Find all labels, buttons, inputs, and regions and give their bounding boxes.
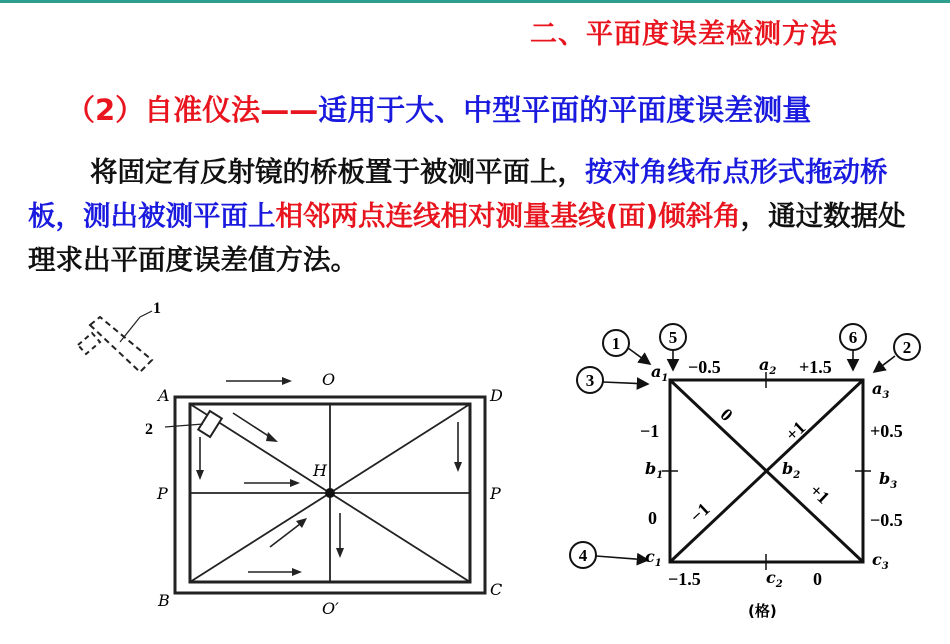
- point-c3: $c_3$: [872, 550, 889, 572]
- circle-label-3: 3: [585, 371, 595, 390]
- unit-label: (格): [748, 602, 777, 620]
- corner-b-label: B: [158, 591, 170, 610]
- point-a2: $a_2$: [759, 355, 777, 377]
- reading-diag-b2a3: +1: [781, 417, 810, 445]
- point-b1: $b_1$: [645, 459, 664, 481]
- top-accent-line: [0, 0, 950, 3]
- corner-c-label: C: [490, 580, 503, 599]
- circle-label-1: 1: [611, 334, 621, 353]
- circle-label-4: 4: [578, 546, 588, 565]
- mid-bottom-label: O′: [322, 599, 339, 618]
- reading-top-right: +1.5: [799, 357, 832, 377]
- description-part-4: ，通过数据处理求出平面度误差值方法。: [28, 200, 906, 276]
- center-h-label: H: [313, 461, 327, 480]
- point-c1: $c_1$: [645, 547, 662, 569]
- point-b3: $b_3$: [879, 469, 898, 491]
- label-1: 1: [153, 300, 161, 317]
- point-c2: $c_2$: [766, 568, 783, 590]
- mid-top-label: O: [322, 370, 336, 389]
- method-dash: ——: [260, 93, 319, 127]
- circle-label-5: 5: [668, 328, 678, 347]
- point-a3: $a_3$: [872, 379, 890, 401]
- method-scope: 适用于大、中型平面的平面度误差测量: [318, 93, 812, 127]
- reading-left-bottom: 0: [648, 508, 657, 528]
- circle-label-6: 6: [848, 328, 858, 347]
- corner-a-label: A: [158, 386, 170, 405]
- reading-top-left: −0.5: [688, 357, 721, 377]
- center-point: [325, 488, 335, 498]
- description-part-2: 按对角线布点形式拖动桥板，测出被测平面上: [28, 156, 888, 232]
- method-subtitle: [66, 88, 946, 129]
- point-b2: $b_2$: [782, 459, 801, 481]
- reading-bottom-right: 0: [813, 569, 822, 589]
- right-p-label: P: [490, 484, 501, 503]
- reading-diag-a1b2: 0: [716, 404, 737, 426]
- diagonal-measurement-diagram: [560, 318, 950, 640]
- corner-d-label: D: [490, 386, 503, 405]
- reading-bottom-left: −1.5: [668, 569, 701, 589]
- circle-label-2: 2: [902, 338, 912, 357]
- label-2: 2: [145, 421, 153, 438]
- left-p-label: P: [157, 484, 168, 503]
- autocollimator-icon: [78, 317, 152, 372]
- description-part-1: 将固定有反射镜的桥板置于被测平面上，: [90, 156, 585, 188]
- reading-left-top: −1: [640, 421, 660, 441]
- direction-arrows: [196, 377, 462, 576]
- reading-diag-c1b2: −1: [686, 498, 714, 527]
- bridge-plate-diagram: [60, 295, 530, 635]
- description-part-3: 相邻两点连线相对测量基线(面)倾斜角: [275, 200, 741, 232]
- point-a1: $a_1$: [651, 362, 669, 384]
- method-name: （2）自准仪法: [66, 93, 261, 127]
- reading-right-top: +0.5: [870, 421, 903, 441]
- method-description: [28, 150, 928, 282]
- page-heading: 二、平面度误差检测方法: [530, 19, 838, 50]
- reading-diag-b2c3: +1: [805, 479, 834, 508]
- reading-right-bottom: −0.5: [870, 510, 903, 530]
